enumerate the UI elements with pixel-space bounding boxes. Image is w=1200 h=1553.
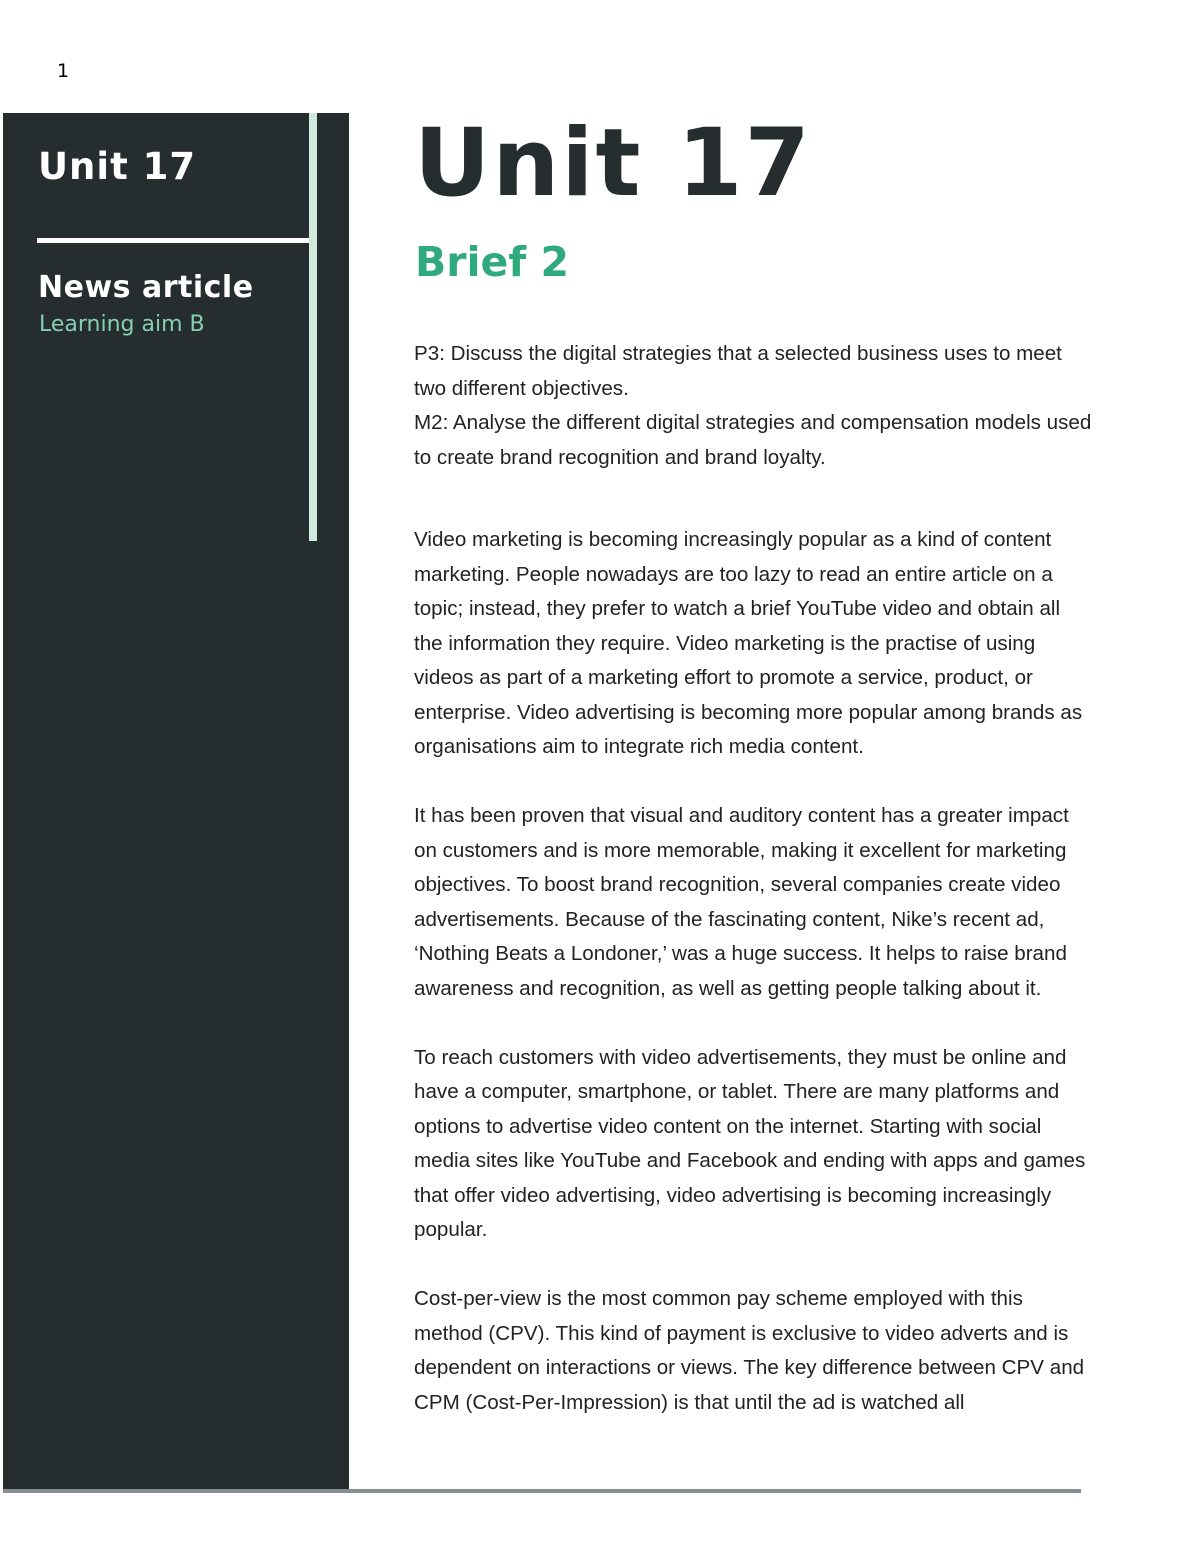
criterion-p3: P3: Discuss the digital strategies that a selected business uses to meet two different objectives.: [414, 342, 1062, 400]
page-number: 1: [57, 60, 70, 82]
bottom-rule: [3, 1489, 1081, 1493]
criterion-m2: M2: Analyse the different digital strategies and compensation models used to create brand recognition and brand loyalty.: [414, 411, 1092, 469]
document-subtitle: Brief 2: [415, 238, 569, 286]
article-body: [414, 337, 1094, 1485]
document-title: Unit 17: [414, 109, 812, 218]
article-paragraph: Video marketing is becoming increasingly popular as a kind of content marketing. People nowadays are too lazy to read an entire article on a topic; instead, they prefer to watch a brief YouTube video and obtain all the information they require. Video marketing is the practise of using videos as part of a marketing effort to promote a service, product, or enterprise. Video advertising is becoming more popular among brands as organisations aim to integrate rich media content.: [414, 528, 1083, 758]
article-paragraph: Cost-per-view is the most common pay scheme employed with this method (CPV). This kind of payment is exclusive to video adverts and is dependent on interactions or views. The key difference between CPV and CPM (Cost-Per-Impression) is that until the ad is watched all: [414, 1287, 1085, 1414]
sidebar-caption: Learning aim B: [39, 312, 205, 337]
article-paragraph: It has been proven that visual and auditory content has a greater impact on customers and is more memorable, making it excellent for marketing objectives. To boost brand recognition, several companies create video advertisements. Because of the fascinating content, Nike’s recent ad, ‘Nothing Beats a Londoner,’ was a huge success. It helps to raise brand awareness and recognition, as well as getting people talking about it.: [414, 804, 1069, 1000]
sidebar-accent-bar: [309, 113, 317, 541]
article-paragraph: To reach customers with video advertisements, they must be online and have a computer, smartphone, or tablet. There are many platforms and options to advertise video content on the internet. Starting with social media sites like YouTube and Facebook and ending with apps and games that offer video advertising, video advertising is becoming increasingly popular.: [414, 1045, 1086, 1241]
sidebar-title: Unit 17: [38, 145, 197, 188]
sidebar-divider: [37, 238, 309, 243]
sidebar-subtitle: News article: [38, 270, 254, 305]
